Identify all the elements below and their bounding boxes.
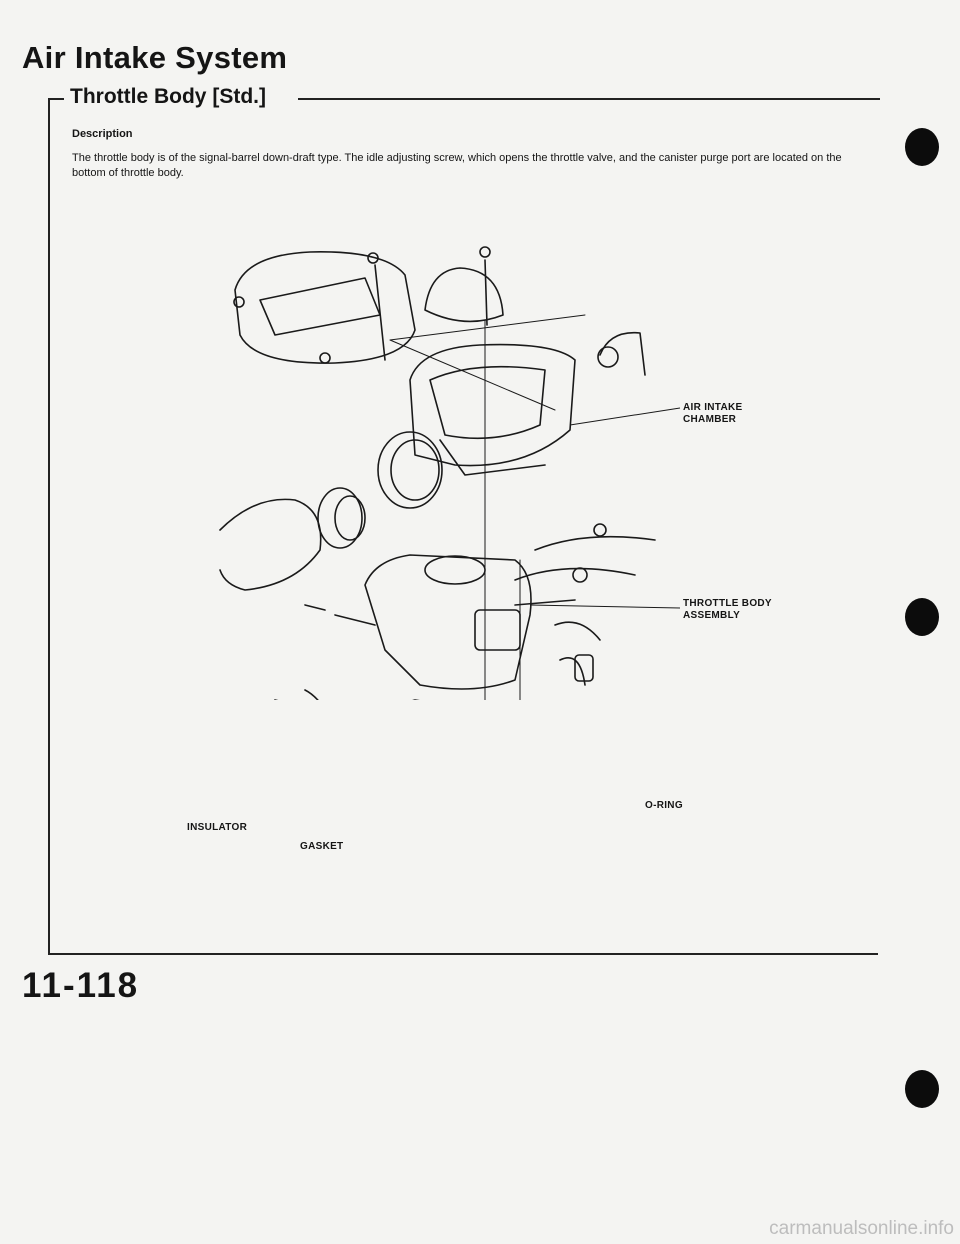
watermark: carmanualsonline.info (769, 1218, 954, 1239)
frame-left-border (48, 98, 50, 953)
section-rule (48, 98, 64, 100)
callout-o-ring: O-RING (645, 800, 683, 811)
air-cleaner-cover (234, 252, 415, 363)
binder-hole-marker (905, 128, 939, 166)
description-text: The throttle body is of the signal-barrel down-draft type. The idle adjusting screw, which opens the throttle valve, and the canister purge port are located on the bottom of throttle body. (72, 152, 842, 179)
page-number: 11-118 (22, 966, 140, 1005)
intake-duct (220, 499, 321, 590)
section-rule (298, 98, 880, 100)
throttle-body (305, 555, 531, 689)
air-intake-chamber (378, 345, 575, 508)
callout-insulator: INSULATOR (187, 822, 248, 833)
binder-hole-marker (905, 598, 939, 636)
page-title: Air Intake System (22, 40, 288, 75)
dome-cap (425, 268, 503, 321)
description-heading: Description (72, 128, 133, 140)
frame-bottom-border (48, 953, 878, 955)
callout-gasket: GASKET (300, 841, 344, 852)
callout-air-intake-chamber: AIR INTAKE CHAMBER (683, 402, 743, 425)
callout-throttle-body-assembly: THROTTLE BODY ASSEMBLY (683, 598, 772, 621)
binder-hole-marker (905, 1070, 939, 1108)
exploded-view-diagram (215, 230, 695, 700)
elbow-hose (600, 333, 645, 375)
section-title: Throttle Body [Std.] (70, 85, 266, 108)
